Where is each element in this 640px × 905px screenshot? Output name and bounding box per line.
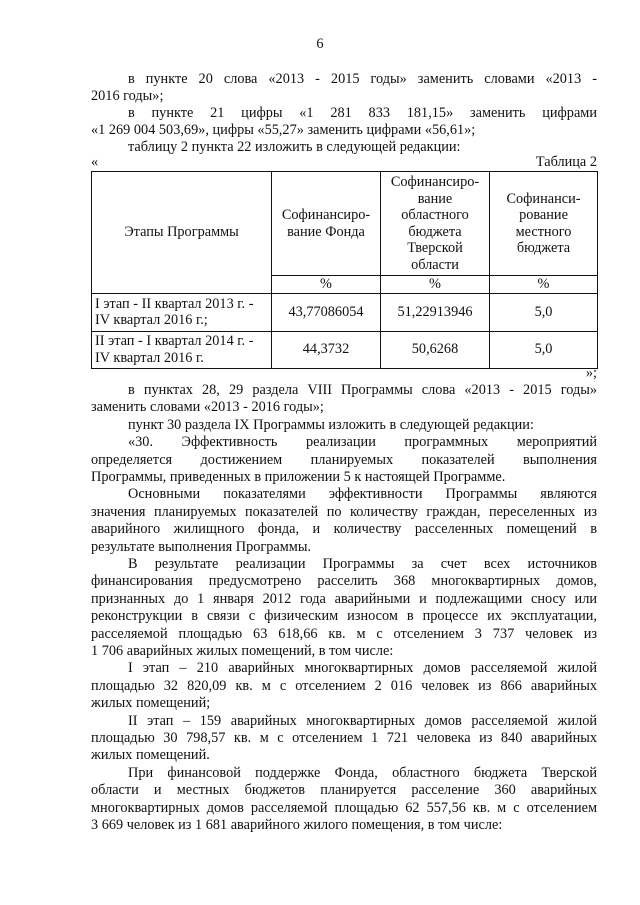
text-line: расселяемой площадью 63 618,66 кв. м с отселением 3 737 человек из bbox=[91, 625, 597, 642]
text-line: площадью 32 820,09 кв. м с отселением 2 016 человек из 866 аварийных bbox=[91, 677, 597, 694]
header-stages: Этапы Программы bbox=[92, 172, 272, 294]
header-fund: Софинансиро- вание Фонда bbox=[272, 172, 381, 276]
quote-open: « bbox=[91, 154, 99, 170]
text-line: При финансовой поддержке Фонда, областного бюджета Тверской bbox=[128, 764, 597, 781]
text-line: результате выполнения Программы. bbox=[91, 538, 312, 555]
row-region: 51,22913946 bbox=[381, 293, 490, 331]
text-line: «30. Эффективность реализации программных мероприятий bbox=[128, 434, 597, 451]
text-line: области и местных бюджетов планируется расселение 360 аварийных bbox=[91, 782, 597, 799]
text-line: В результате реализации Программы за счет всех источников bbox=[128, 556, 597, 572]
text-line: 2016 годы»; bbox=[91, 88, 164, 104]
table-header-row bbox=[92, 172, 598, 276]
text-line: Основными показателями эффективности Программы являются bbox=[128, 486, 597, 503]
quote-close: »; bbox=[585, 365, 597, 381]
text-line: в пункте 20 слова «2013 - 2015 годы» заменить словами «2013 - bbox=[128, 71, 597, 87]
text-line: жилых помещений; bbox=[91, 695, 211, 712]
text-line: I этап – 210 аварийных многоквартирных домов расселяемой жилой bbox=[128, 660, 597, 677]
row-fund: 44,3732 bbox=[272, 331, 381, 368]
unit-fund: % bbox=[272, 276, 381, 294]
text-line: II этап – 159 аварийных многоквартирных домов расселяемой жилой bbox=[128, 712, 597, 729]
text-line: признанных до 1 января 2012 года аварийными и подлежащими сносу или bbox=[91, 590, 597, 607]
text-line: заменить словами «2013 - 2016 годы»; bbox=[91, 399, 324, 416]
row-fund: 43,77086054 bbox=[272, 293, 381, 331]
text-line: «1 269 004 503,69», цифры «55,27» заменить цифрами «56,61»; bbox=[91, 122, 476, 138]
row-stage: II этап - I квартал 2014 г. - IV квартал 2016 г. bbox=[92, 331, 272, 368]
row-stage: I этап - II квартал 2013 г. - IV квартал 2016 г.; bbox=[92, 293, 272, 331]
table-caption: Таблица 2 bbox=[535, 154, 597, 170]
text-line: Программы, приведенных в приложении 5 к настоящей Программе. bbox=[91, 469, 506, 485]
row-region: 50,6268 bbox=[381, 331, 490, 368]
row-local: 5,0 bbox=[490, 331, 598, 368]
header-local: Софинанси- рование местного бюджета bbox=[490, 172, 598, 276]
text-line: площадью 30 798,57 кв. м с отселением 1 721 человека из 840 аварийных bbox=[91, 730, 597, 746]
table-2 bbox=[91, 171, 598, 369]
text-line: многоквартирных домов расселяемой площадью 62 557,56 кв. м с отселением bbox=[91, 799, 597, 816]
unit-local: % bbox=[490, 276, 598, 294]
text-line: в пункте 21 цифры «1 281 833 181,15» заменить цифрами bbox=[128, 105, 597, 121]
page-number: 6 bbox=[316, 36, 324, 52]
text-line: реконструкции в связи с физическим износом в процессе их эксплуатации, bbox=[91, 608, 597, 625]
text-line: пункт 30 раздела IX Программы изложить в следующей редакции: bbox=[128, 416, 534, 433]
table-row bbox=[92, 331, 598, 368]
unit-region: % bbox=[381, 276, 490, 294]
text-line: 1 706 аварийных жилых помещений, в том числе: bbox=[91, 643, 394, 659]
text-line: таблицу 2 пункта 22 изложить в следующей редакции: bbox=[128, 139, 461, 155]
text-line: аварийного жилищного фонда, и количеству расселенных помещений в bbox=[91, 521, 597, 538]
text-line: определяется достижением планируемых показателей выполнения bbox=[91, 451, 597, 468]
text-line: жилых помещений. bbox=[91, 747, 210, 764]
text-line: значения планируемых показателей по количеству граждан, переселенных из bbox=[91, 503, 597, 520]
text-line: 3 669 человек из 1 681 аварийного жилого помещения, в том числе: bbox=[91, 817, 503, 833]
table-row bbox=[92, 293, 598, 331]
text-line: в пунктах 28, 29 раздела VIII Программы слова «2013 - 2015 годы» bbox=[128, 382, 597, 398]
header-region: Софинансиро- вание областного бюджета Тверской области bbox=[381, 172, 490, 276]
text-line: финансирования предусмотрено расселить 368 многоквартирных домов, bbox=[91, 573, 597, 590]
row-local: 5,0 bbox=[490, 293, 598, 331]
